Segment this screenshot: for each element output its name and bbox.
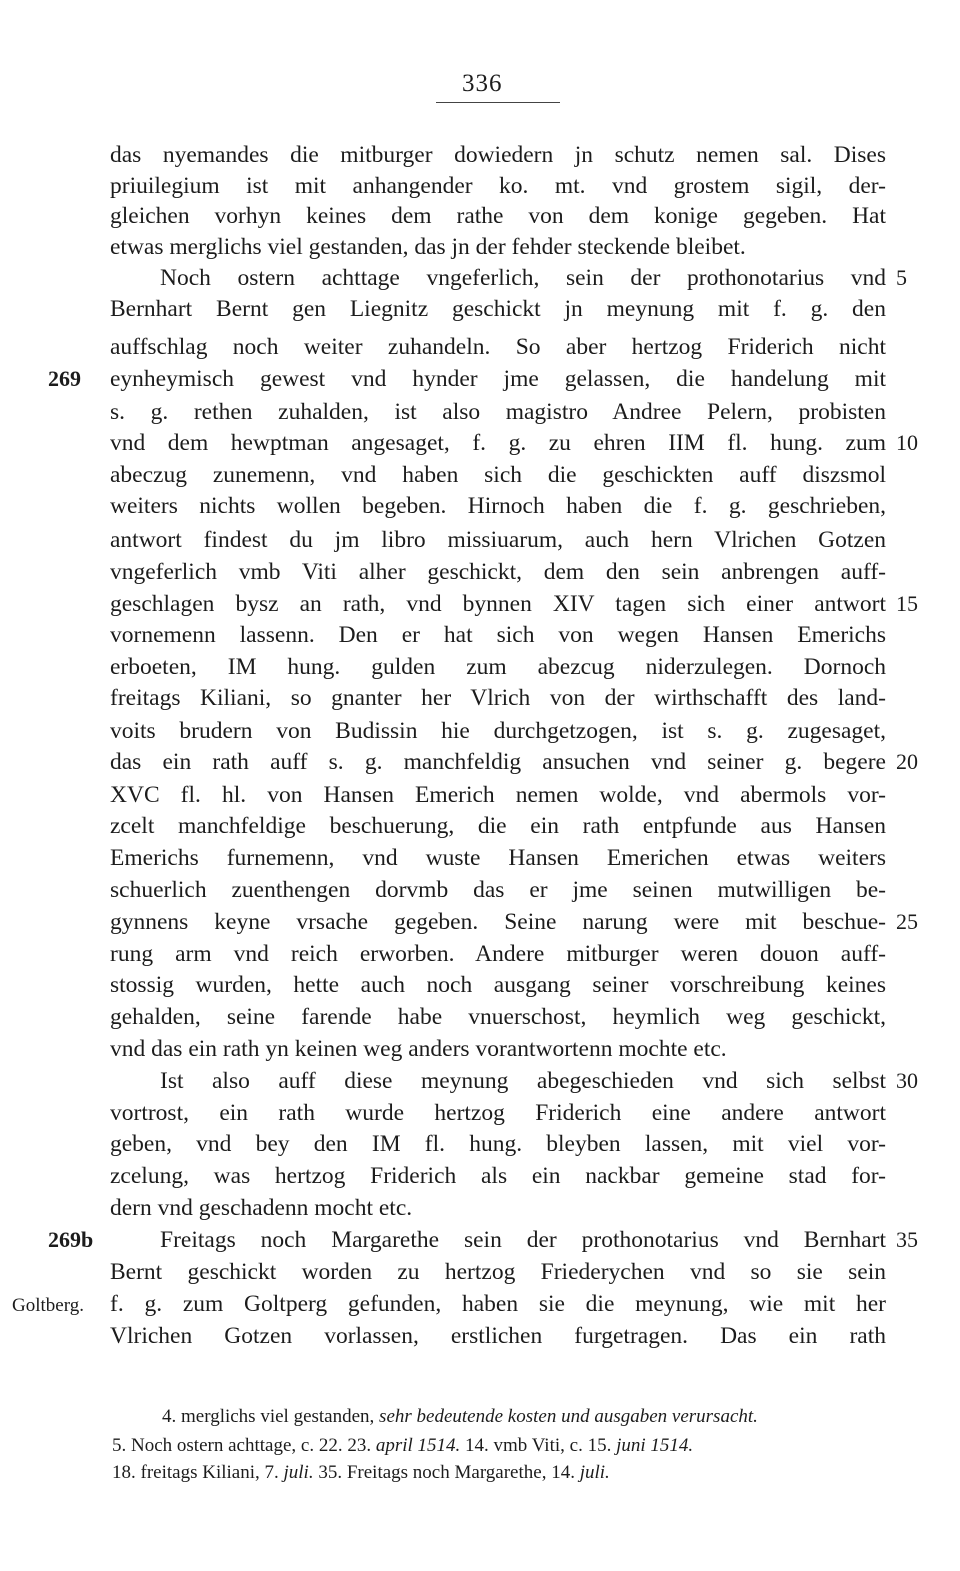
text-line: priuilegium ist mit anhangender ko. mt. vnd grostem sigil, der- xyxy=(110,173,886,199)
text-line: dern vnd geschadenn mocht etc. xyxy=(110,1195,413,1221)
line-number: 5 xyxy=(896,265,907,290)
margin-note-269b: 269b xyxy=(48,1227,94,1252)
text-line: XVC fl. hl. von Hansen Emerich nemen wolde, vnd abermols vor- xyxy=(110,782,886,808)
text-line: freitags Kiliani, so gnanter her Vlrich von der wirthschafft des land- xyxy=(110,685,886,711)
line-number: 25 xyxy=(896,909,918,934)
footnote-text: c. 15. xyxy=(569,1435,612,1456)
footnote-line xyxy=(162,1405,758,1429)
footnote-text: 14. xyxy=(551,1462,575,1483)
text-line: Noch ostern achttage vngeferlich, sein der prothonotarius vnd xyxy=(160,265,886,291)
footnote-italic: april 1514. xyxy=(375,1435,461,1456)
text-line: das nyemandes die mitburger dowiedern jn schutz nemen sal. Dises xyxy=(110,142,886,168)
text-line: gleichen vorhyn keines dem rathe von dem konige gegeben. Hat xyxy=(110,203,886,229)
footnote-text: 4. merglichs viel gestanden, xyxy=(162,1406,375,1427)
text-line: s. g. rethen zuhalden, ist also magistro Andree Pelern, probisten xyxy=(110,399,886,425)
text-line: eynheymisch gewest vnd hynder jme gelassen, die handelung mit xyxy=(110,366,886,392)
text-line: vortrost, ein rath wurde hertzog Friderich eine andere antwort xyxy=(110,1100,886,1126)
text-line: schuerlich zuenthengen dorvmb das er jme seinen mutwilligen be- xyxy=(110,877,886,903)
footnote-text: 7. xyxy=(264,1462,279,1483)
text-line: Emerichs furnemenn, vnd wuste Hansen Emerichen etwas weiters xyxy=(110,845,886,871)
footnote-text: 14. vmb Viti, xyxy=(465,1435,565,1456)
text-line: geschlagen bysz an rath, vnd bynnen XIV tagen sich einer antwort xyxy=(110,591,886,617)
text-line: Bernt geschickt worden zu hertzog Friederychen vnd so sie sein xyxy=(110,1259,886,1285)
text-line: erboeten, IM hung. gulden zum abezcug niderzulegen. Dornoch xyxy=(110,654,886,680)
text-line: Bernhart Bernt gen Liegnitz geschickt jn meynung mit f. g. den xyxy=(110,296,886,322)
text-line: f. g. zum Goltperg gefunden, haben sie die meynung, wie mit her xyxy=(110,1291,886,1317)
text-line: vornemenn lassenn. Den er hat sich von wegen Hansen Emerichs xyxy=(110,622,886,648)
text-line: etwas merglichs viel gestanden, das jn der fehder steckende bleibet. xyxy=(110,234,746,260)
footnote-text: c. 22. 23. xyxy=(300,1435,372,1456)
line-number: 35 xyxy=(896,1227,918,1252)
line-number: 15 xyxy=(896,591,918,616)
footnote-italic: juli. xyxy=(283,1462,314,1483)
margin-note-goltberg: Goltberg. xyxy=(12,1295,84,1316)
footnote-italic: juni 1514. xyxy=(616,1435,694,1456)
text-line: weiters nichts wollen begeben. Hirnoch haben die f. g. geschrieben, xyxy=(110,493,886,519)
page-number: 336 xyxy=(462,70,503,97)
footnote-line xyxy=(112,1434,693,1458)
footnote-text: 18. freitags Kiliani, xyxy=(112,1462,260,1483)
text-line: abeczug zunemenn, vnd haben sich die geschickten auff diszsmol xyxy=(110,462,886,488)
text-line: vngeferlich vmb Viti alher geschickt, dem den sein anbrengen auff- xyxy=(110,559,886,585)
text-line: das ein rath auff s. g. manchfeldig ansuchen vnd seiner g. begere xyxy=(110,749,886,775)
footnote-text: 35. Freitags noch Margarethe, xyxy=(318,1462,547,1483)
text-line: zcelt manchfeldige beschuerung, die ein rath entpfunde aus Hansen xyxy=(110,813,886,839)
text-line: gehalden, seine farende habe vnuerschost, heymlich weg geschickt, xyxy=(110,1004,886,1030)
footnote-italic: juli. xyxy=(579,1462,610,1483)
footnote-line xyxy=(112,1461,610,1485)
text-line: vnd das ein rath yn keinen weg anders vorantwortenn mochte etc. xyxy=(110,1036,727,1062)
line-number: 30 xyxy=(896,1068,918,1093)
text-line: zcelung, was hertzog Friderich als ein nackbar gemeine stad for- xyxy=(110,1163,886,1189)
footnote-text: 5. Noch ostern achttage, xyxy=(112,1435,297,1456)
footnote-italic: sehr bedeutende kosten und ausgaben verursacht. xyxy=(379,1406,758,1427)
page-number-rule xyxy=(436,102,560,103)
text-line: vnd dem hewptman angesaget, f. g. zu ehren IIM fl. hung. zum xyxy=(110,430,886,456)
text-line: Freitags noch Margarethe sein der prothonotarius vnd Bernhart xyxy=(160,1227,886,1253)
text-line: auffschlag noch weiter zuhandeln. So aber hertzog Friderich nicht xyxy=(110,334,886,360)
text-line: rung arm vnd reich erworben. Andere mitburger weren douon auff- xyxy=(110,941,886,967)
text-line: Ist also auff diese meynung abegeschieden vnd sich selbst xyxy=(160,1068,886,1094)
text-line: gynnens keyne vrsache gegeben. Seine narung were mit beschue- xyxy=(110,909,886,935)
text-line: voits brudern von Budissin hie durchgetzogen, ist s. g. zugesaget, xyxy=(110,718,886,744)
line-number: 20 xyxy=(896,749,918,774)
text-line: Vlrichen Gotzen vorlassen, erstlichen furgetragen. Das ein rath xyxy=(110,1323,886,1349)
margin-note-269: 269 xyxy=(48,366,81,391)
text-line: antwort findest du jm libro missiuarum, auch hern Vlrichen Gotzen xyxy=(110,527,886,553)
line-number: 10 xyxy=(896,430,918,455)
text-line: geben, vnd bey den IM fl. hung. bleyben lassen, mit viel vor- xyxy=(110,1131,886,1157)
text-line: stossig wurden, hette auch noch ausgang seiner vorschreibung keines xyxy=(110,972,886,998)
